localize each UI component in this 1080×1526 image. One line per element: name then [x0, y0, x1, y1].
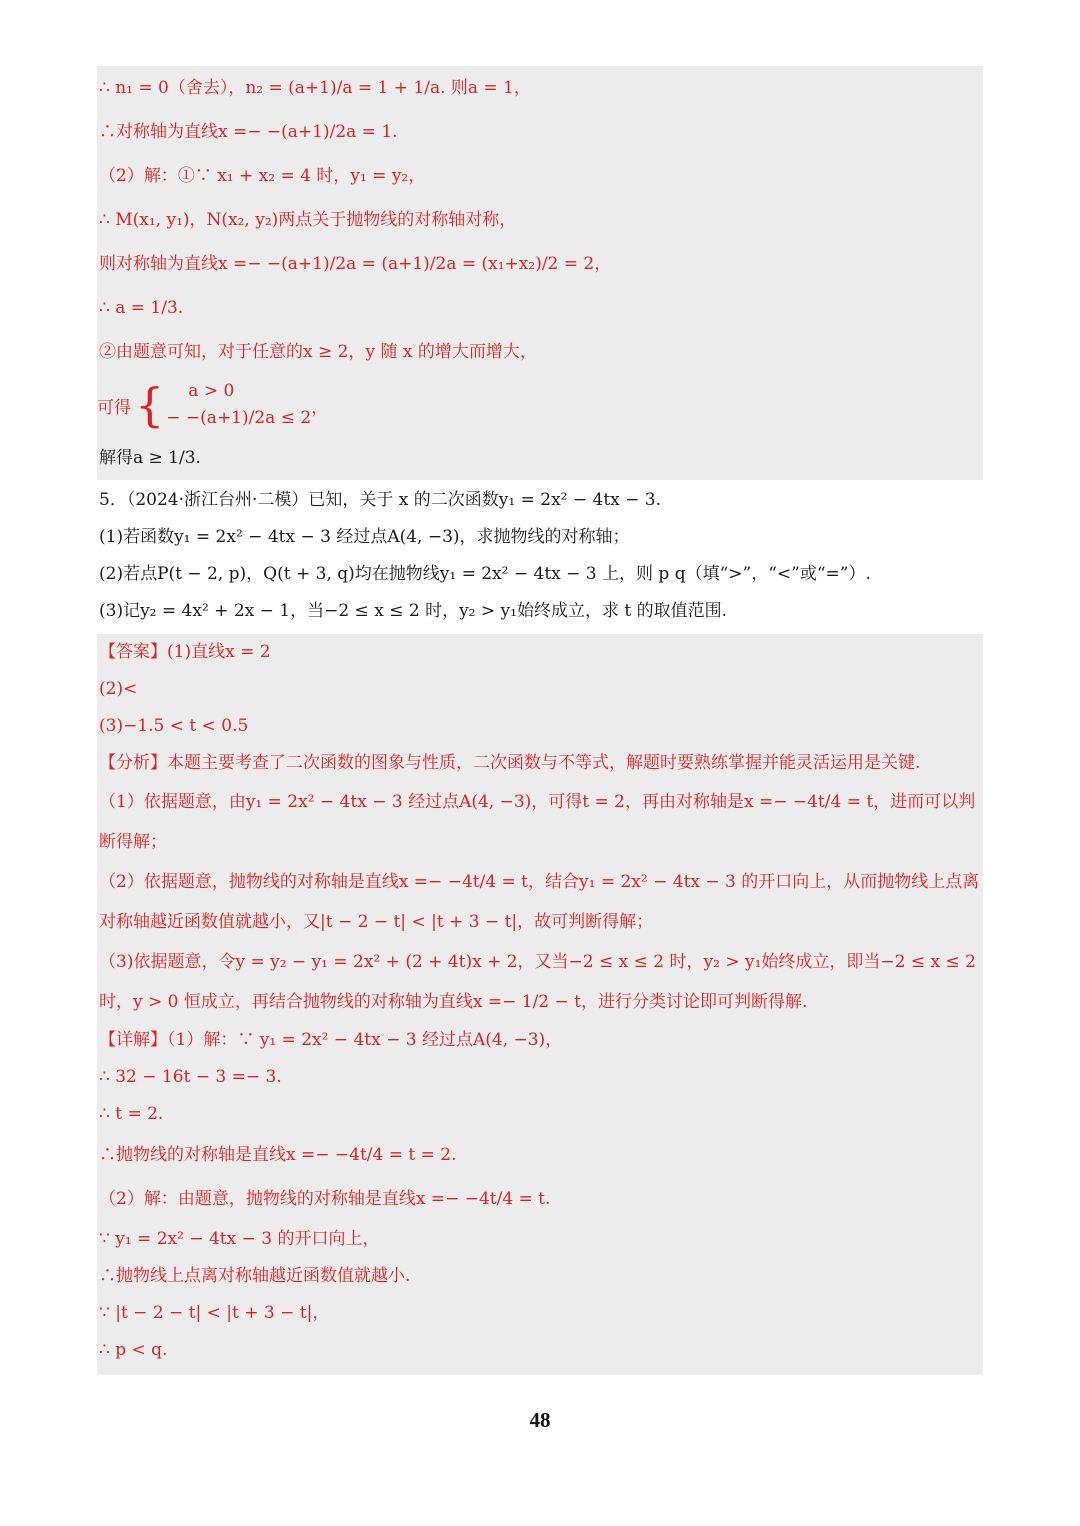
detail-label: 【详解】 [99, 1030, 167, 1050]
answer-line [97, 634, 983, 671]
system-row-1: a > 0 [188, 381, 235, 401]
detail-line: ∴ p < q. [99, 1340, 168, 1360]
analysis-intro [97, 745, 983, 782]
detail-line [97, 1022, 983, 1059]
detail-text: （1）解：∵ y₁ = 2x² − 4tx − 3 经过点A(4, −3)， [167, 1030, 563, 1050]
answer-item: (1)直线x = 2 [167, 642, 271, 662]
analysis-intro-text: 本题主要考查了二次函数的图象与性质，二次函数与不等式，解题时要熟练掌握并能灵活运用是关键. [167, 753, 921, 773]
brace-icon: { [135, 378, 165, 432]
system-row-2: − −(a+1)/2a ≤ 2 [166, 408, 312, 428]
detail-line: ∴抛物线上点离对称轴越近函数值就越小. [99, 1266, 411, 1286]
detail-line: ∴ t = 2. [99, 1104, 164, 1124]
detail-line: ∴抛物线的对称轴是直线x =− −4t/4 = t = 2. [99, 1145, 457, 1165]
solution-line: ∴ n₁ = 0（舍去），n₂ = (a+1)/a = 1 + 1/a. 则a = 1， [99, 78, 531, 98]
system-prefix: 可得 [97, 397, 131, 418]
inequality-system [97, 374, 983, 436]
question-part: (2)若点P(t − 2, p)，Q(t + 3, q)均在抛物线y₁ = 2x² − 4tx − 3 上，则 p q（填“>”，“<”或“=”）. [99, 564, 871, 584]
system-suffix: ， [311, 397, 329, 418]
detail-line: ∵ |t − 2 − t| < |t + 3 − t|， [99, 1303, 330, 1323]
solution-line: 则对称轴为直线x =− −(a+1)/2a = (a+1)/2a = (x₁+x₂)/2 = 2， [99, 254, 612, 274]
analysis-label: 【分析】 [99, 753, 167, 773]
analysis-paragraph: （1）依据题意，由y₁ = 2x² − 4tx − 3 经过点A(4, −3)，可得t = 2，再由对称轴是x =− −4t/4 = t，进而可以判断得解； [99, 792, 976, 852]
detail-line: ∵ y₁ = 2x² − 4tx − 3 的开口向上， [99, 1229, 380, 1249]
question-block [97, 480, 983, 634]
answer-item: (3)−1.5 < t < 0.5 [99, 716, 249, 736]
analysis-paragraph: （3)依据题意，令y = y₂ − y₁ = 2x² + (2 + 4t)x + 2，又当−2 ≤ x ≤ 2 时，y₂ > y₁始终成立，即当−2 ≤ x ≤ 2 时，y > 0 恒成立，再结合抛物线的对称轴为直线x =− 1/2 − t，进行分类讨论即可判断得解. [99, 952, 976, 1012]
solution-line: ∴对称轴为直线x =− −(a+1)/2a = 1. [99, 122, 398, 142]
page-content [97, 66, 983, 1375]
analysis-paragraph: （2）依据题意，抛物线的对称轴是直线x =− −4t/4 = t，结合y₁ = 2x² − 4tx − 3 的开口向上，从而抛物线上点离对称轴越近函数值就越小，又|t − 2 − t| < |t + 3 − t|，故可判断得解； [99, 872, 980, 932]
solution-line: ②由题意可知，对于任意的x ≥ 2，y 随 x 的增大而增大， [99, 342, 537, 362]
answer-item: (2)< [99, 679, 138, 699]
detail-line: ∴ 32 − 16t − 3 =− 3. [99, 1067, 282, 1087]
page-number: 48 [529, 1408, 551, 1432]
solution-line: ∴ a = 1/3. [99, 298, 184, 318]
solution-line: ∴ M(x₁, y₁)，N(x₂, y₂)两点关于抛物线的对称轴对称， [99, 210, 517, 230]
question-part: (3)记y₂ = 4x² + 2x − 1，当−2 ≤ x ≤ 2 时，y₂ > y₁始终成立，求 t 的取值范围. [99, 601, 727, 621]
solution-block-top [97, 66, 983, 480]
detail-line: （2）解：由题意，抛物线的对称轴是直线x =− −4t/4 = t. [99, 1189, 551, 1209]
answer-block [97, 634, 983, 1375]
solution-result: 解得a ≥ 1/3. [99, 448, 201, 468]
question-part: (1)若函数y₁ = 2x² − 4tx − 3 经过点A(4, −3)，求抛物线的对称轴； [99, 527, 630, 547]
answer-label: 【答案】 [99, 642, 167, 662]
solution-line: （2）解：①∵ x₁ + x₂ = 4 时，y₁ = y₂， [99, 166, 426, 186]
question-stem: 5．（2024·浙江台州·二模）已知，关于 x 的二次函数y₁ = 2x² − 4tx − 3. [99, 490, 662, 510]
system-rows [166, 378, 311, 432]
